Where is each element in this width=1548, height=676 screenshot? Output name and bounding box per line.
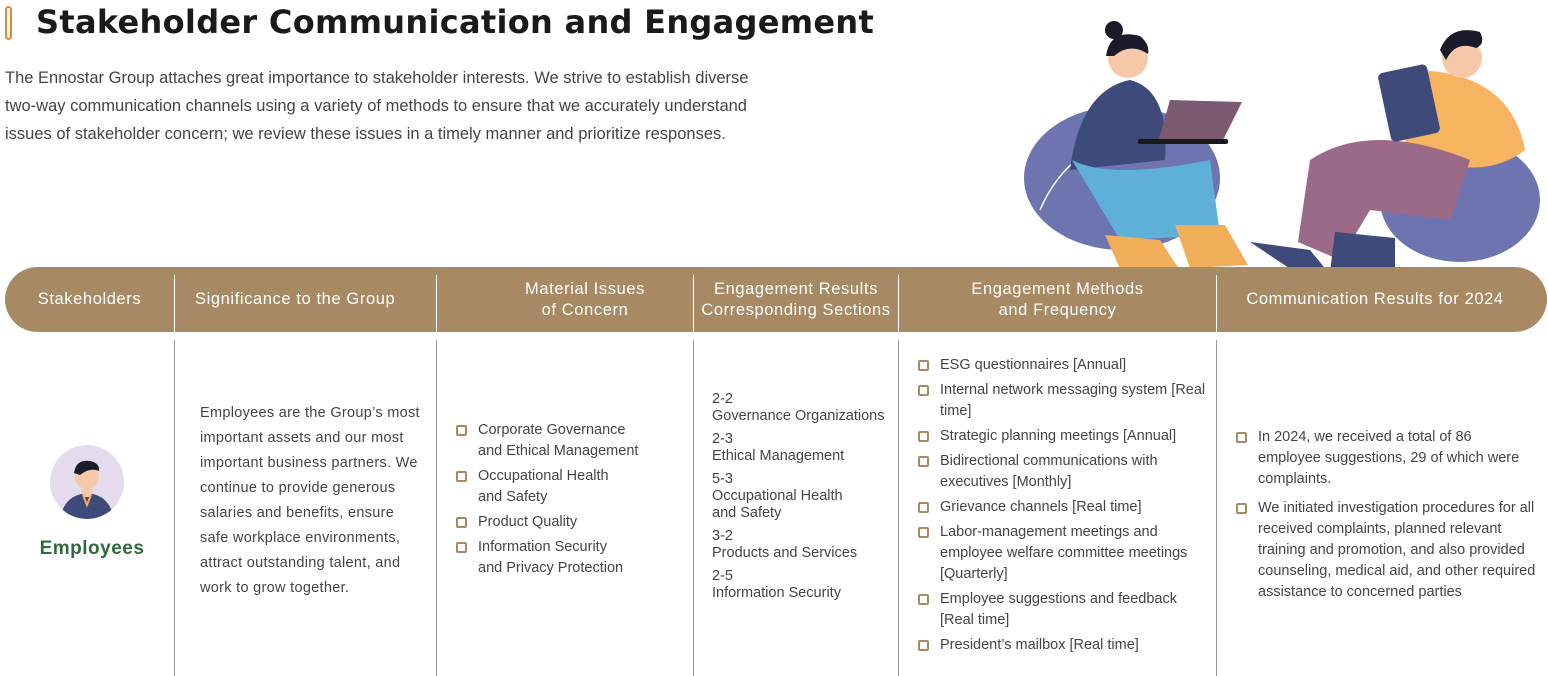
bullet-icon — [918, 502, 929, 513]
intro-paragraph: The Ennostar Group attaches great importance to stakeholder interests. We strive to establish diverse two-way communication channels using a variety of methods to ensure that we accurately understand issues of stakeholder concern; we review these issues in a timely manner and prioritize responses. — [5, 69, 749, 143]
bullet-icon — [918, 360, 929, 371]
list-item: Internal network messaging system [Real time] — [918, 380, 1208, 422]
header-stakeholders: Stakeholders — [37, 290, 142, 308]
section-entry: 2-5 Information Security — [712, 568, 841, 601]
list-item: Employee suggestions and feedback [Real time] — [918, 589, 1208, 631]
header-communication-results: Communication Results for 2024 — [1246, 290, 1504, 308]
bullet-icon — [456, 542, 467, 553]
bullet-icon — [918, 456, 929, 467]
section-entry: 5-3 Occupational Health and Safety — [712, 471, 843, 521]
header-engagement-methods: Engagement Methods and Frequency — [971, 279, 1144, 319]
column-divider — [174, 340, 175, 676]
list-item: We initiated investigation procedures for all received complaints, planned relevant training and promotion, and also provided counseling, medical aid, and other required assistance to concerned parties — [1236, 498, 1536, 603]
header-significance: Significance to the Group — [195, 290, 396, 308]
column-divider — [436, 340, 437, 676]
section-entry: 3-2 Products and Services — [712, 528, 858, 561]
bullet-icon — [456, 471, 467, 482]
list-item: President’s mailbox [Real time] — [918, 635, 1208, 656]
bullet-icon — [918, 385, 929, 396]
list-item: Corporate Governance and Ethical Management — [456, 420, 686, 462]
list-item: Bidirectional communications with executives [Monthly] — [918, 451, 1208, 493]
bullet-icon — [918, 594, 929, 605]
bullet-icon — [456, 425, 467, 436]
page-title: Stakeholder Communication and Engagement — [36, 3, 875, 41]
bullet-icon — [1236, 503, 1247, 514]
table-header — [5, 267, 1547, 332]
title-accent-bar — [5, 6, 12, 40]
header-material-issues: Material Issues of Concern — [525, 279, 645, 319]
bullet-icon — [456, 517, 467, 528]
bullet-icon — [918, 527, 929, 538]
list-item: Grievance channels [Real time] — [918, 497, 1208, 518]
bullet-icon — [1236, 432, 1247, 443]
column-divider — [898, 340, 899, 676]
material-issues-list — [456, 420, 686, 583]
communication-results-list — [1236, 427, 1536, 611]
list-item: Occupational Health and Safety — [456, 466, 686, 508]
corresponding-sections — [712, 391, 892, 608]
bullet-icon — [918, 640, 929, 651]
list-item: Product Quality — [456, 512, 686, 533]
list-item: ESG questionnaires [Annual] — [918, 355, 1208, 376]
engagement-methods-list — [918, 355, 1208, 660]
people-illustration — [1010, 10, 1548, 300]
stakeholder-name: Employees — [39, 538, 145, 559]
person-avatar-icon — [50, 445, 124, 519]
significance-text: Employees are the Group’s most important assets and our most important business partners. We continue to provide generous salaries and benefits, ensure safe workplace environments, attract outstanding talent, and work to grow together. — [200, 405, 420, 596]
section-entry: 2-3 Ethical Management — [712, 431, 845, 464]
column-divider — [1216, 340, 1217, 676]
header-engagement-sections: Engagement Results Corresponding Sections — [701, 279, 891, 319]
list-item: In 2024, we received a total of 86 employee suggestions, 29 of which were complaints. — [1236, 427, 1536, 490]
column-divider — [693, 340, 694, 676]
section-entry: 2-2 Governance Organizations — [712, 391, 885, 424]
list-item: Information Security and Privacy Protection — [456, 537, 686, 579]
list-item: Strategic planning meetings [Annual] — [918, 426, 1208, 447]
list-item: Labor-management meetings and employee welfare committee meetings [Quarterly] — [918, 522, 1208, 585]
bullet-icon — [918, 431, 929, 442]
